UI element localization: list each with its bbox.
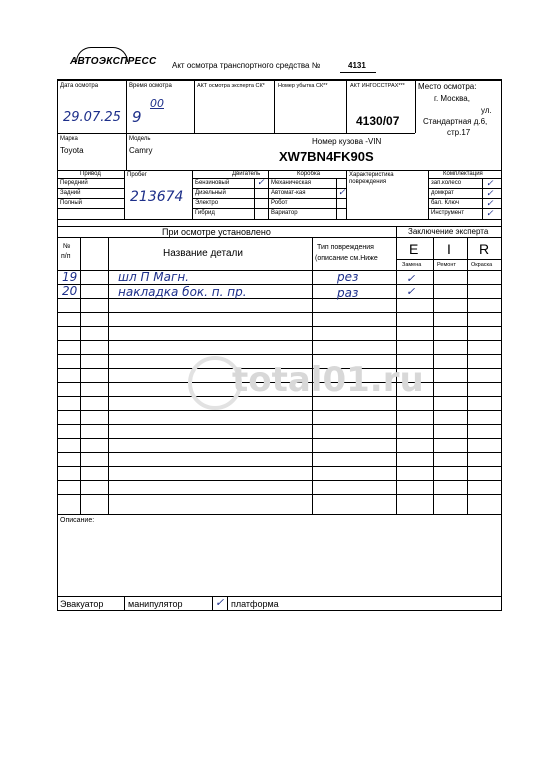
footer-v-3 [227,596,228,611]
v-415 [415,81,416,133]
vin-label: Номер кузова -VIN [312,137,382,146]
vin-value: XW7BN4FK90S [279,149,374,164]
drive-sep [57,178,124,179]
evacuator-label: Эвакуатор [60,599,104,609]
kit-jack: домкрат [431,190,454,196]
row-1-num: 19 [62,270,78,284]
time-label: Время осмотра [129,83,172,89]
ingos-act-label: АКТ ИНГОССТРАХ*** [350,83,405,89]
conclusion-title: Заключение эксперта [408,227,489,236]
engine-check-col [254,178,255,219]
brand-label: Марка [60,136,78,142]
drive-item-front: Передний [60,180,88,186]
col-r-sub: Окраска [471,262,493,268]
d-row-2 [57,198,124,199]
table-bottom [57,514,502,515]
drive-title: Привод [80,171,101,177]
v-drive [124,171,125,219]
row1-bottom [57,133,415,134]
top-border [57,79,502,81]
gearbox-cvt: Вариатор [271,210,298,216]
e-row-3 [192,208,346,209]
v-194 [194,81,195,133]
place-city: г. Москва, [434,94,470,103]
gearbox-auto: Автомат-кая [271,190,306,196]
col-i: I [447,241,451,257]
col-num-2: п/п [61,253,71,260]
v-num [80,237,81,514]
body-row-4 [57,326,502,327]
row-2-damage: раз [337,286,359,300]
platform-check: ✓ [215,597,225,609]
date-value: 29.07.25 [63,110,121,125]
drive-item-rear: Задний [60,190,81,196]
gearbox-title: Коробка [297,171,321,177]
col-name: Название детали [163,248,243,259]
v-gearbox [346,171,347,219]
d-row-1 [57,188,124,189]
engine-title: Двигатель [232,171,261,177]
kit-check-col [482,178,483,219]
col-i-sub: Ремонт [437,262,456,268]
kit-spare: зап.колесо [431,180,462,186]
v-r [467,237,468,514]
time-value: 9 [132,108,142,126]
model-value: Camry [129,146,153,155]
body-row-5 [57,340,502,341]
platform-label: платформа [231,599,279,609]
time-minutes: 00 [150,97,164,110]
col-num-1: № [63,243,71,250]
engine-sep [192,178,346,179]
kit-check-2: ✓ [486,188,494,198]
row-2-name: накладка бок. п. пр. [118,285,247,299]
engine-diesel: Дизельный [195,190,226,196]
expert-act-label: АКТ осмотра эксперта СК* [197,83,265,89]
body-row-14 [57,466,502,467]
mileage-label: Пробег [127,172,147,178]
kit-check-3: ✓ [486,198,494,208]
row-1-name: шл П Магн. [118,270,189,284]
footer-v-2 [212,596,213,611]
header-top [57,237,502,238]
brand-value: Toyota [60,146,84,155]
document-title: Акт осмотра транспортного средства № [172,61,321,70]
petrol-check: ✓ [257,177,265,187]
body-row-12 [57,438,502,439]
kit-tools: Инструмент [431,210,465,216]
body-row-10 [57,410,502,411]
damage-char-label: Характеристика повреждения [349,172,394,185]
v-274 [274,81,275,133]
col-e: E [409,241,419,257]
kit-check-1: ✓ [486,178,494,188]
gearbox-robot: Робот [271,200,288,206]
e-row-1 [192,188,346,189]
engine-hybrid: Гибрид [195,210,215,216]
col-damage-2: (описание см.Ниже [315,255,378,262]
mileage-value: 213674 [130,189,184,205]
col-r: R [479,241,490,257]
watermark: total01.ru [232,360,424,400]
row3-bottom [57,219,502,220]
kit-wrench: бал. Ключ [431,200,459,206]
place-label: Место осмотра: [418,82,477,91]
body-row-6 [57,354,502,355]
description-label: Описание: [60,517,95,524]
row-1-damage: рез [337,270,359,284]
eir-sub-line [396,259,502,260]
row-2-replace-check: ✓ [406,286,416,298]
date-label: Дата осмотра [60,83,99,89]
ingos-act-value: 4130/07 [356,114,400,128]
document-number: 4131 [348,61,366,70]
col-e-sub: Замена [402,262,422,268]
place-building: стр.17 [447,128,471,137]
gearbox-manual: Механическая [271,180,312,186]
v-126 [126,81,127,171]
row-2-num: 20 [62,284,78,298]
place-street: ул. [481,106,492,115]
place-address: Стандартная д.6, [423,117,488,126]
drive-item-full: Полный [60,200,82,206]
established-title: При осмотре установлено [162,227,271,237]
col-damage-1: Тип повреждения [317,244,374,251]
d-row-3 [57,208,124,209]
body-row-16 [57,494,502,495]
v-i [433,237,434,514]
row-1-replace-check: ✓ [406,273,416,285]
e-row-2 [192,198,346,199]
loss-number-label: Номер убытка СК** [278,83,328,89]
number-underline [340,72,376,73]
engine-electric: Электро [195,200,219,206]
model-label: Модель [129,136,151,142]
kit-check-4: ✓ [486,208,494,218]
body-row-11 [57,424,502,425]
footer-v-1 [124,596,125,611]
body-row-15 [57,480,502,481]
auto-check: ✓ [338,187,346,197]
company-logo: АВТОЭКСПРЕСС [70,56,157,67]
v-name-left [108,237,109,514]
v-346 [346,81,347,133]
manipulator-label: манипулятор [128,599,183,609]
body-row-3 [57,312,502,313]
gearbox-check-col [336,178,337,219]
engine-petrol: Бензиновый [195,180,230,186]
body-row-13 [57,452,502,453]
kit-title: Комплектация [443,171,483,177]
